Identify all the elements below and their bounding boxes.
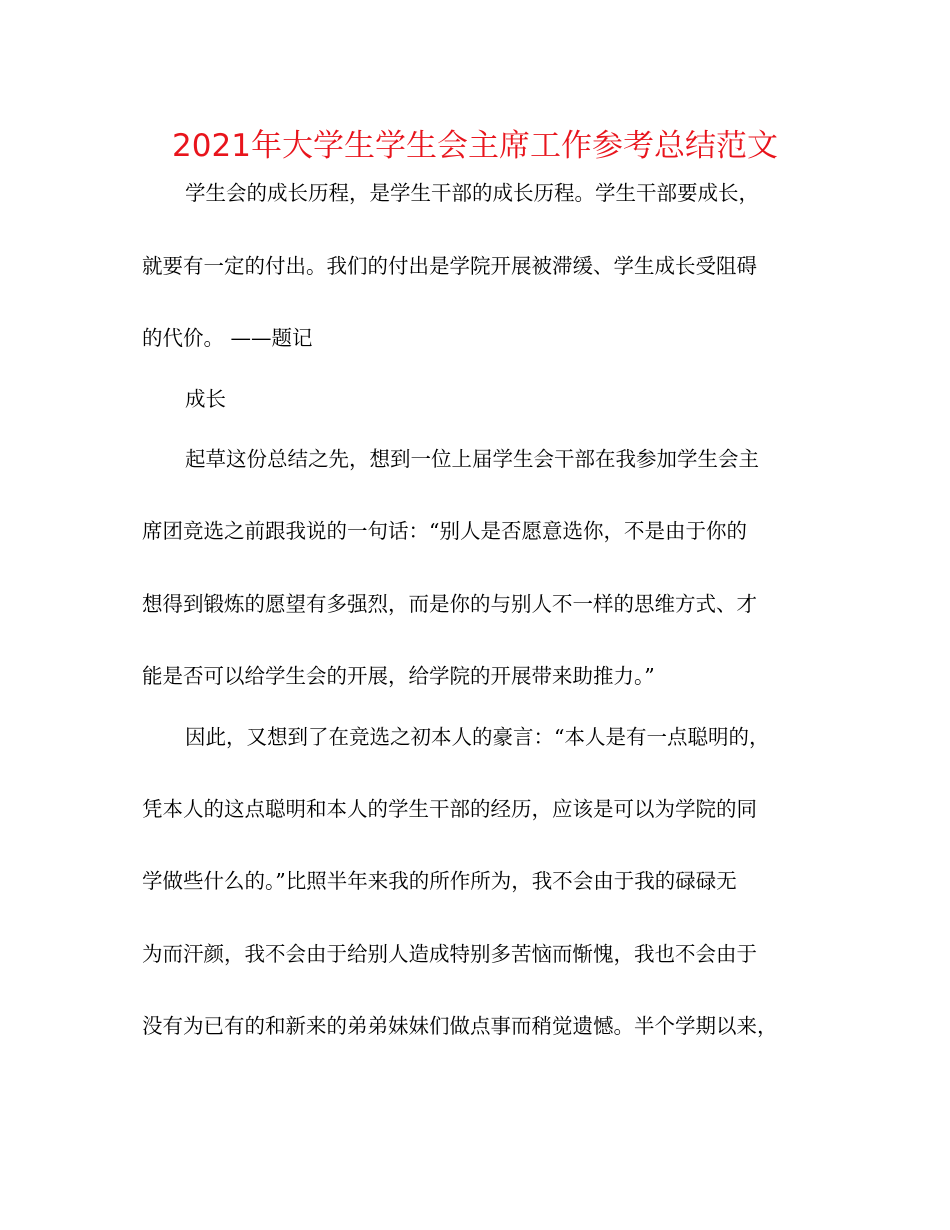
paragraph-line: 学做些什么的。”比照半年来我的所作所为，我不会由于我的碌碌无 [142, 869, 737, 893]
paragraph-line: 为而汗颜，我不会由于给别人造成特别多苦恼而惭愧，我也不会由于 [142, 942, 757, 966]
paragraph-line: 凭本人的这点聪明和本人的学生干部的经历，应该是可以为学院的同 [142, 797, 757, 821]
paragraph-line: 没有为已有的和新来的弟弟妹妹们做点事而稍觉遗憾。半个学期以来， [142, 1014, 778, 1038]
paragraph-line: 席团竞选之前跟我说的一句话：“别人是否愿意选你，不是由于你的 [142, 519, 747, 543]
paragraph-line: 的代价。 ——题记 [142, 326, 313, 350]
paragraph-line: 就要有一定的付出。我们的付出是学院开展被滞缓、学生成长受阻碍 [142, 254, 757, 278]
document-title: 2021年大学生学生会主席工作参考总结范文 [172, 128, 778, 164]
paragraph-line: 能是否可以给学生会的开展，给学院的开展带来助推力。” [142, 664, 655, 688]
section-heading: 成长 [185, 387, 226, 411]
paragraph-line: 想得到锻炼的愿望有多强烈，而是你的与别人不一样的思维方式、才 [142, 592, 757, 616]
paragraph-line: 学生会的成长历程，是学生干部的成长历程。学生干部要成长， [185, 181, 759, 205]
paragraph-line: 因此，又想到了在竞选之初本人的豪言：“本人是有一点聪明的， [185, 725, 770, 749]
paragraph-line: 起草这份总结之先，想到一位上届学生会干部在我参加学生会主 [185, 447, 759, 471]
